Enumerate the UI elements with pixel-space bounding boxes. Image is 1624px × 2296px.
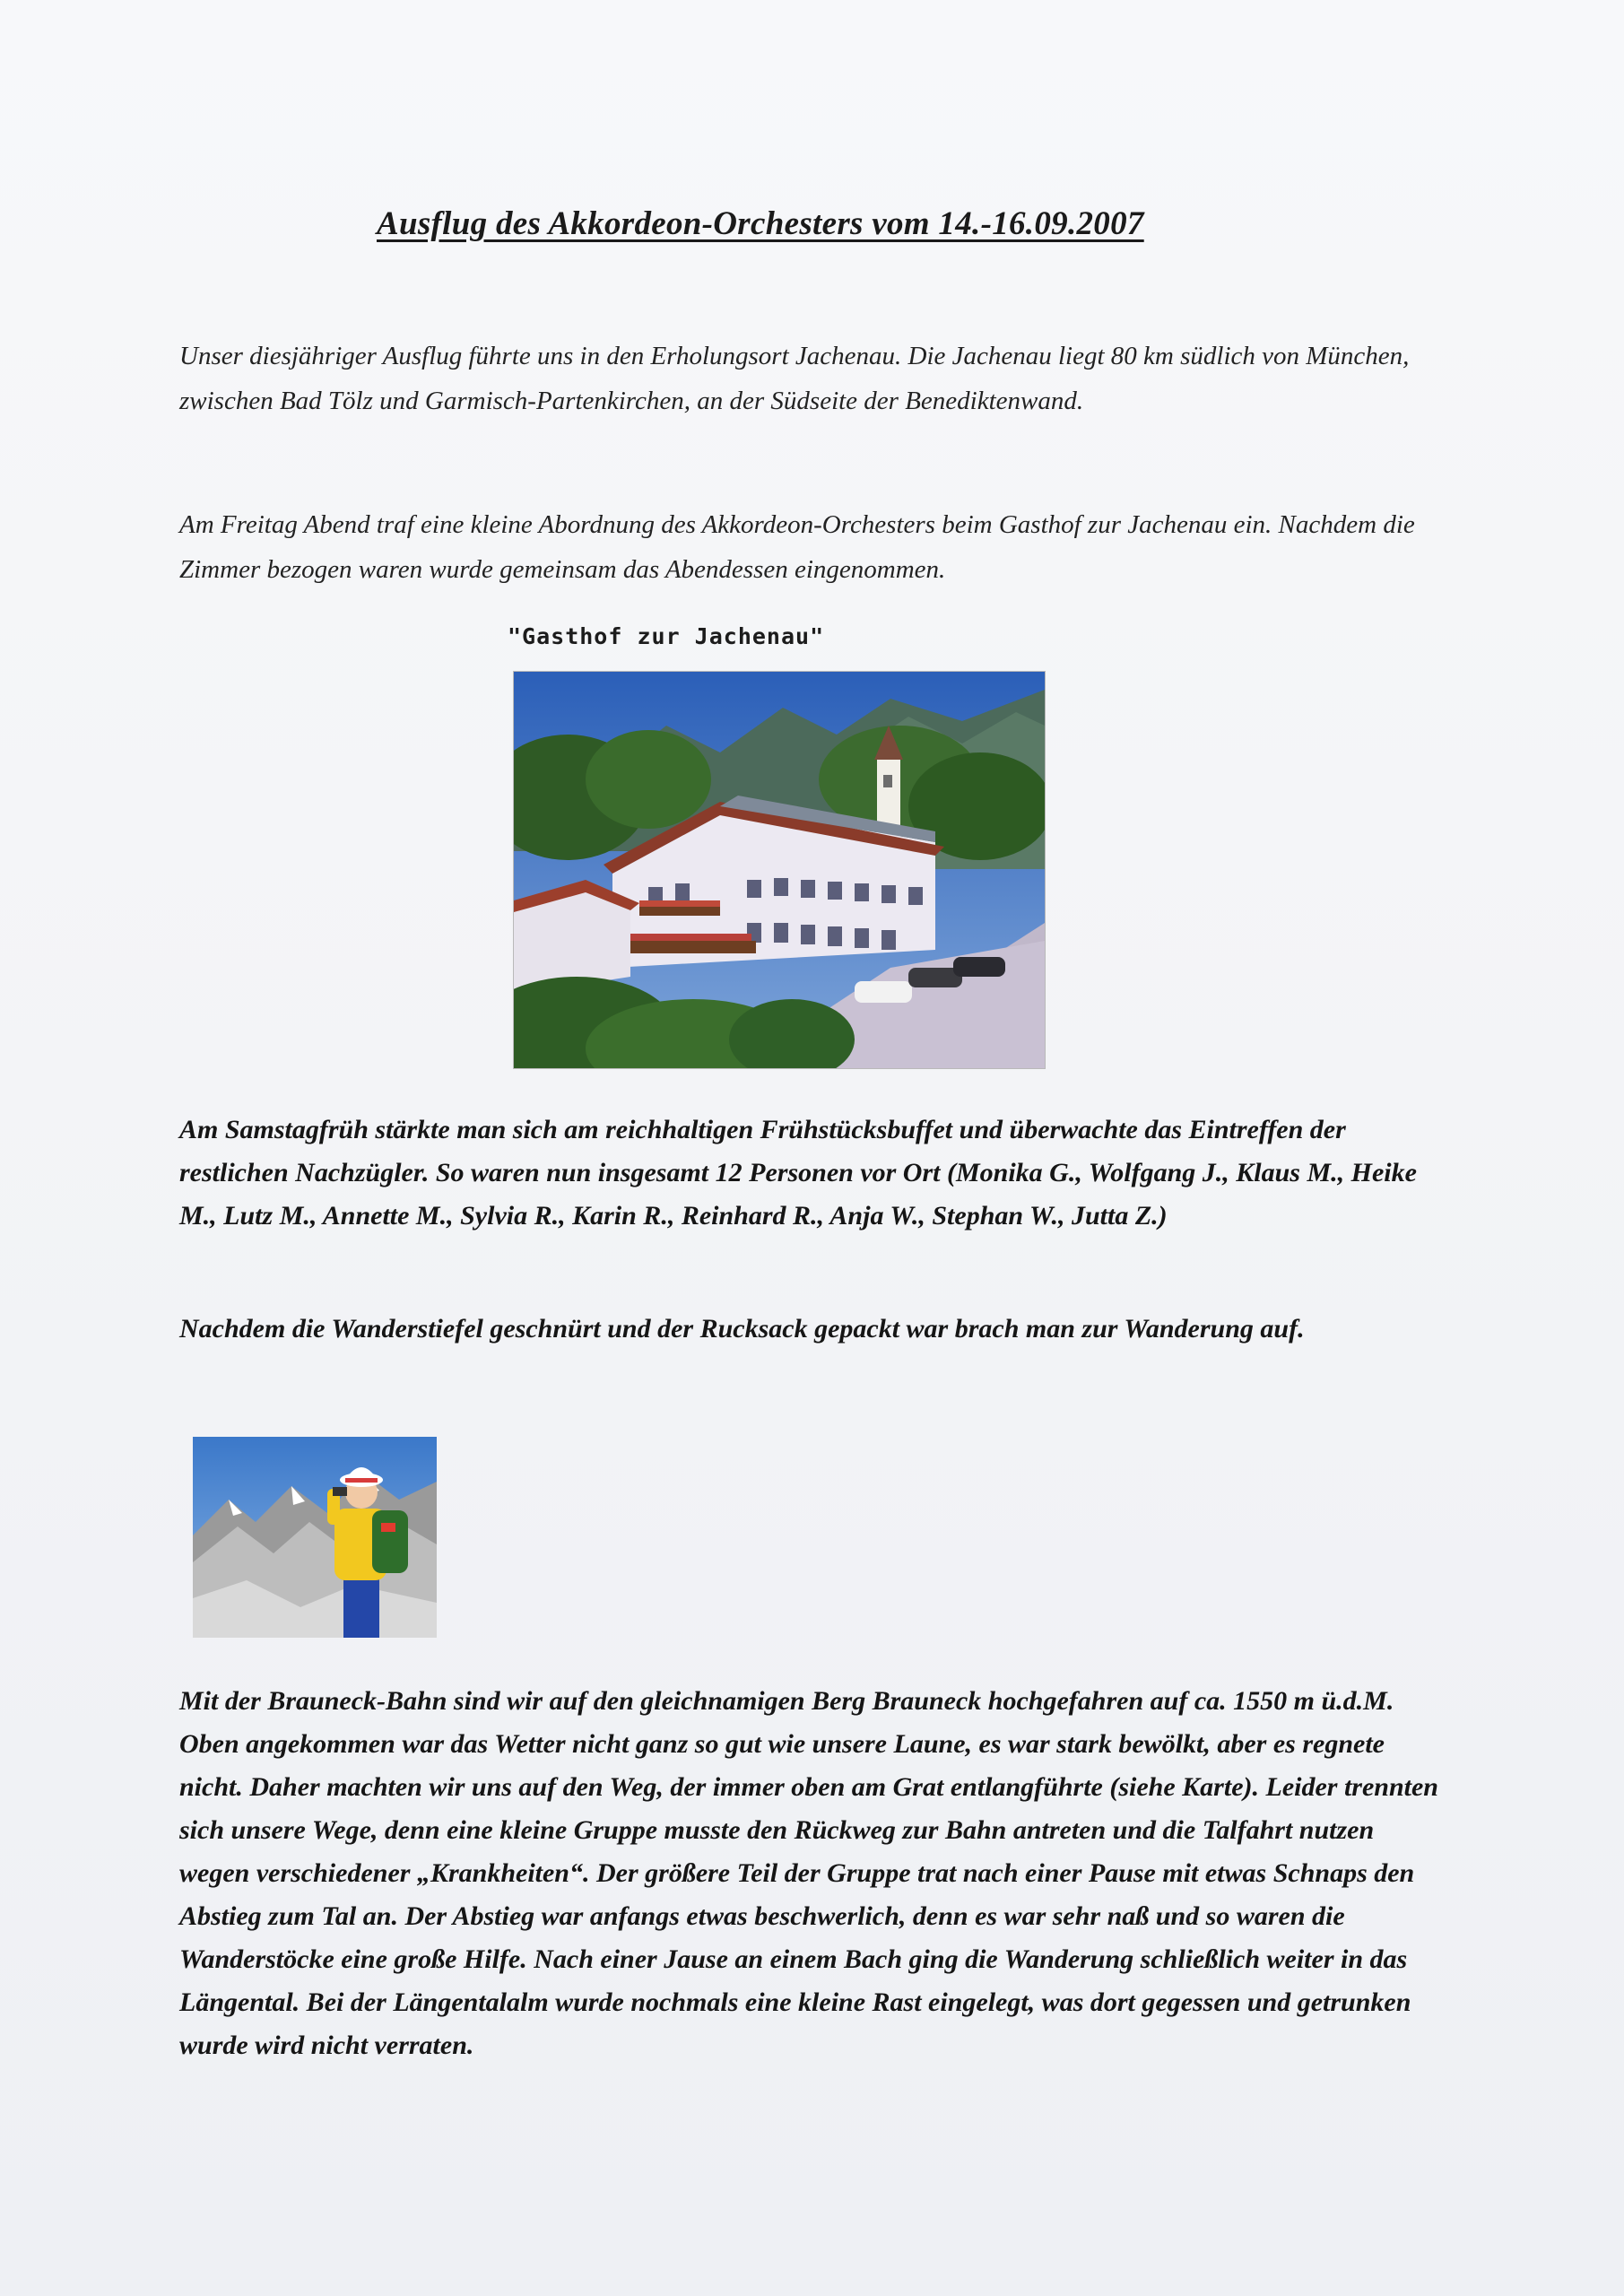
document-title: Ausflug des Akkordeon-Orchesters vom 14.-16.09.2007 (377, 205, 1144, 242)
hiker-clipart (193, 1437, 437, 1638)
hiker-icon (193, 1437, 437, 1638)
paragraph-departure: Nachdem die Wanderstiefel geschnürt und der Rucksack gepackt war brach man zur Wanderung auf. (179, 1314, 1305, 1344)
photo-caption: "Gasthof zur Jachenau" (508, 623, 825, 649)
paragraph-intro: Unser diesjähriger Ausflug führte uns in den Erholungsort Jachenau. Die Jachenau liegt 80 km südlich von München, zwischen Bad Tölz und Garmisch-Partenkirchen, an der Südseite der Benediktenwand. (179, 342, 1410, 415)
gasthof-building-illustration (514, 672, 1045, 1068)
gasthof-photo (513, 671, 1046, 1069)
paragraph-brauneck: Mit der Brauneck-Bahn sind wir auf den gleichnamigen Berg Brauneck hochgefahren auf ca. 1550 m ü.d.M. Oben angekommen war das Wetter nicht ganz so gut wie unsere Laune, es war stark bewölkt, aber es regnete nicht. Daher machten wir uns auf den Weg, der immer oben am Grat entlangführte (siehe Karte). Leider trennten sich unsere Wege, denn eine kleine Gruppe musste den Rückweg zur Bahn antreten und die Talfahrt nutzen wegen verschiedener „Krankheiten“. Der größere Teil der Gruppe trat nach einer Pause mit etwas Schnaps den Abstieg zum Tal an. Der Abstieg war anfangs etwas beschwerlich, denn es war sehr naß und so waren die Wanderstöcke eine große Hilfe. Nach einer Jause an einem Bach ging die Wanderung schließlich weiter in das Längental. Bei der Längentalalm wurde nochmals eine kleine Rast eingelegt, was dort gegessen und getrunken wurde wird nicht verraten. (179, 1686, 1438, 2060)
paragraph-saturday: Am Samstagfrüh stärkte man sich am reichhaltigen Frühstücksbuffet und überwachte das Eintreffen der restlichen Nachzügler. So waren nun insgesamt 12 Personen vor Ort (Monika G., Wolfgang J., Klaus M., Heike M., Lutz M., Annette M., Sylvia R., Karin R., Reinhard R., Anja W., Stephan W., Jutta Z.) (179, 1115, 1417, 1231)
paragraph-friday: Am Freitag Abend traf eine kleine Abordnung des Akkordeon-Orchesters beim Gasthof zur Jachenau ein. Nachdem die Zimmer bezogen waren wurde gemeinsam das Abendessen eingenommen. (179, 510, 1415, 584)
